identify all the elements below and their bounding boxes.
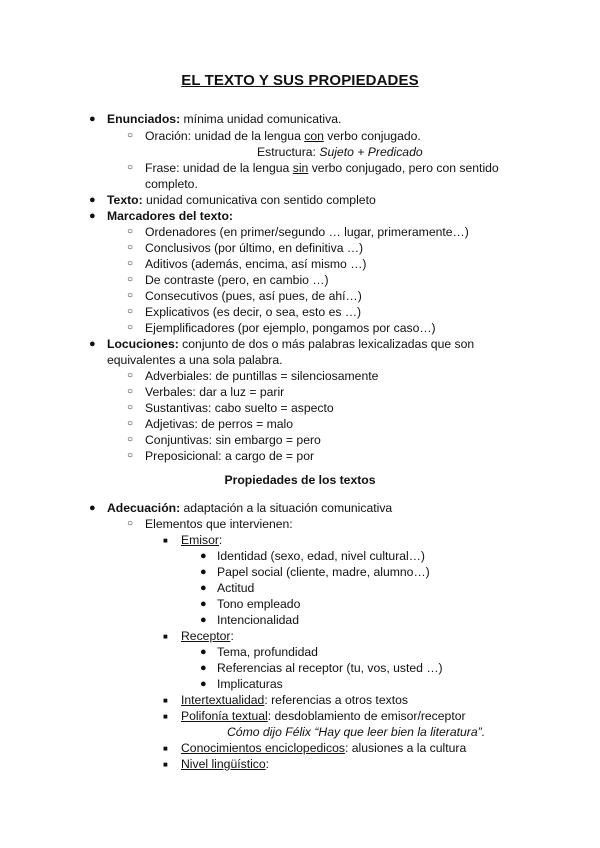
marcador-item: Aditivos (además, encima, así mismo …) — [145, 257, 367, 271]
bullet-circle: ○ — [127, 290, 134, 301]
intertextualidad-text: : referencias a otros textos — [264, 693, 408, 707]
list-item-marcadores: Marcadores del texto: — [107, 209, 233, 223]
bullet-square: ■ — [163, 744, 168, 753]
bullet-circle: ○ — [127, 258, 134, 269]
nivel-item — [181, 756, 269, 772]
intertextualidad-label: Intertextualidad — [181, 693, 265, 707]
emisor-subitem: Identidad (sexo, edad, nivel cultural…) — [217, 549, 425, 563]
list-item-frase — [145, 160, 499, 176]
bullet-circle: ○ — [127, 450, 134, 461]
bullet-circle: ○ — [127, 370, 134, 381]
bullet-circle: ○ — [127, 386, 134, 397]
locucion-item: Preposicional: a cargo de = por — [145, 449, 315, 463]
estructura-formula: Sujeto + Predicado — [319, 145, 423, 159]
marcador-item: Consecutivos (pues, así pues, de ahí…) — [145, 289, 362, 303]
term-label: Texto: — [107, 193, 143, 207]
emisor-subitem: Papel social (cliente, madre, alumno…) — [217, 565, 430, 579]
oracion-underline: con — [304, 129, 324, 143]
page-title: EL TEXTO Y SUS PROPIEDADES — [181, 72, 419, 89]
term-label: Enunciados: — [107, 112, 181, 126]
bullet-square: ■ — [163, 536, 168, 545]
bullet-circle: ○ — [127, 130, 134, 141]
marcador-item: Ordenadores (en primer/segundo … lugar, primeramente…) — [145, 225, 469, 239]
emisor-subitem: Tono empleado — [217, 597, 301, 611]
estructura-line — [257, 144, 423, 160]
receptor-colon: : — [230, 629, 234, 643]
bullet-square: ■ — [163, 632, 168, 641]
receptor-item — [181, 628, 234, 644]
frase-continuation: completo. — [145, 177, 198, 191]
marcador-item: Explicativos (es decir, o sea, esto es …) — [145, 305, 362, 319]
locucion-item: Sustantivas: cabo suelto = aspecto — [145, 401, 334, 415]
emisor-colon: : — [218, 533, 223, 547]
bullet-disc: ● — [200, 678, 207, 690]
bullet-disc: ● — [200, 582, 207, 594]
bullet-square: ■ — [163, 712, 168, 721]
receptor-subitem: Implicaturas — [217, 677, 283, 691]
list-item-oracion — [145, 128, 421, 144]
estructura-label: Estructura: — [257, 145, 320, 159]
locucion-item: Conjuntivas: sin embargo = pero — [145, 433, 321, 447]
bullet-disc: ● — [200, 646, 207, 658]
bullet-circle: ○ — [127, 226, 134, 237]
locuciones-continuation: equivalentes a una sola palabra. — [107, 353, 283, 367]
bullet-disc: ● — [200, 662, 207, 674]
bullet-circle: ○ — [127, 322, 134, 333]
locucion-item: Adjetivas: de perros = malo — [145, 417, 294, 431]
emisor-item — [181, 532, 222, 548]
bullet-disc: ● — [89, 194, 96, 206]
bullet-circle: ○ — [127, 274, 134, 285]
conocimientos-text: : alusiones a la cultura — [344, 741, 467, 755]
frase-text-end: verbo conjugado, pero con sentido — [308, 161, 499, 175]
bullet-square: ■ — [163, 760, 168, 769]
marcador-item: Ejemplificadores (por ejemplo, pongamos por caso…) — [145, 321, 436, 335]
bullet-disc: ● — [200, 550, 207, 562]
bullet-square: ■ — [163, 696, 168, 705]
term-definition: conjunto de dos o más palabras lexicalizadas que son — [178, 337, 475, 351]
bullet-circle: ○ — [127, 242, 134, 253]
frase-underline: sin — [292, 161, 309, 175]
marcador-item: Conclusivos (por último, en definitiva …) — [145, 241, 364, 255]
emisor-subitem: Actitud — [217, 581, 255, 595]
locucion-item: Verbales: dar a luz = parir — [145, 385, 285, 399]
conocimientos-label: Conocimientos enciclopedicos — [181, 741, 345, 755]
bullet-circle: ○ — [127, 434, 134, 445]
term-definition: unidad comunicativa con sentido completo — [142, 193, 376, 207]
bullet-disc: ● — [200, 598, 207, 610]
oracion-text-end: verbo conjugado. — [323, 129, 421, 143]
polifonia-label: Polifonía textual — [181, 709, 268, 723]
bullet-disc: ● — [89, 338, 96, 350]
locucion-item: Adverbiales: de puntillas = silenciosamente — [145, 369, 379, 383]
intertextualidad-item — [181, 692, 408, 708]
term-label: Locuciones: — [107, 337, 179, 351]
bullet-circle: ○ — [127, 306, 134, 317]
polifonia-item — [181, 708, 466, 724]
receptor-subitem: Tema, profundidad — [217, 645, 318, 659]
term-label: Adecuación: — [107, 501, 181, 515]
polifonia-text: : desdoblamiento de emisor/receptor — [267, 709, 466, 723]
bullet-circle: ○ — [127, 418, 134, 429]
nivel-colon: : — [265, 757, 270, 771]
term-definition: adaptación a la situación comunicativa — [180, 501, 393, 515]
conocimientos-item — [181, 740, 466, 756]
receptor-label: Receptor — [181, 629, 231, 643]
section-heading: Propiedades de los textos — [224, 473, 376, 487]
elementos-item: Elementos que intervienen: — [145, 517, 293, 531]
receptor-subitem: Referencias al receptor (tu, vos, usted …) — [217, 661, 443, 675]
frase-text: Frase: unidad de la lengua — [145, 161, 293, 175]
emisor-subitem: Intencionalidad — [217, 613, 299, 627]
bullet-disc: ● — [200, 614, 207, 626]
list-item-texto — [107, 192, 376, 208]
bullet-circle: ○ — [127, 402, 134, 413]
list-item-enunciados — [107, 111, 341, 127]
bullet-circle: ○ — [127, 518, 134, 529]
bullet-circle: ○ — [127, 162, 134, 173]
bullet-disc: ● — [89, 113, 96, 125]
bullet-disc: ● — [89, 210, 96, 222]
emisor-label: Emisor — [181, 533, 219, 547]
bullet-disc: ● — [89, 502, 96, 514]
oracion-text: Oración: unidad de la lengua — [145, 129, 305, 143]
polifonia-quote: Cómo dijo Félix “Hay que leer bien la literatura”. — [227, 725, 486, 739]
bullet-disc: ● — [200, 566, 207, 578]
term-definition: mínima unidad comunicativa. — [180, 112, 342, 126]
list-item-locuciones — [107, 336, 474, 352]
marcador-item: De contraste (pero, en cambio …) — [145, 273, 329, 287]
list-item-adecuacion — [107, 500, 392, 516]
nivel-label: Nivel lingüístico — [181, 757, 266, 771]
